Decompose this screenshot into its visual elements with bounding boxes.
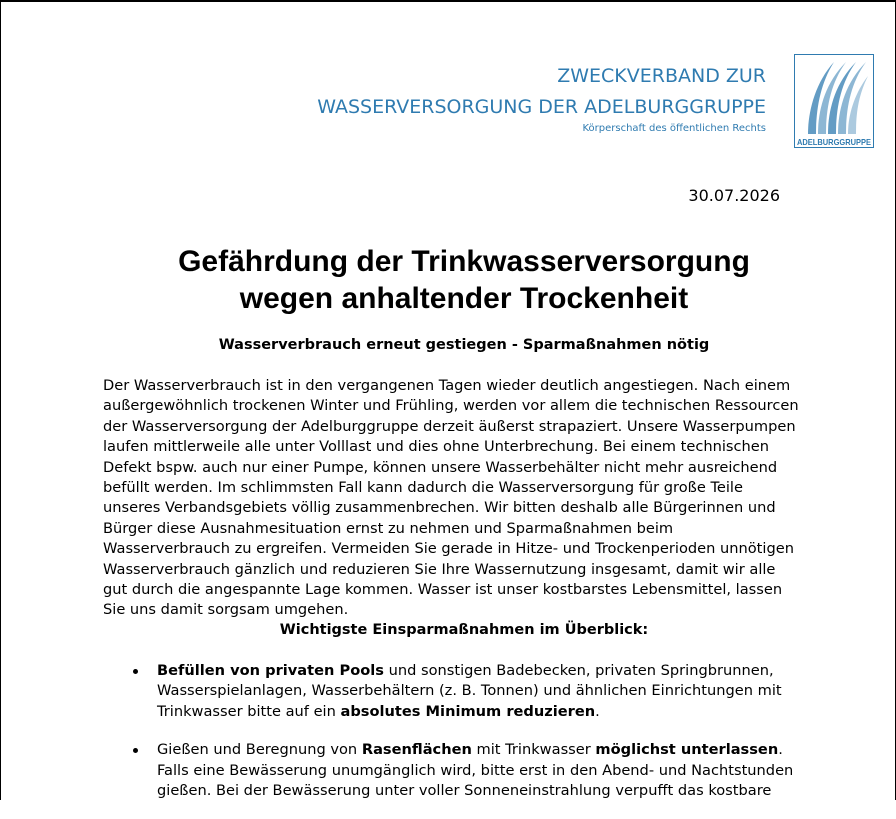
document-title	[0, 243, 896, 317]
org-name-line2: WASSERVERSORGUNG DER ADELBURGGRUPPE	[317, 96, 766, 118]
adelburggruppe-logo	[794, 54, 874, 148]
item-text: und sonstigen Badebecken, privaten Springbrunnen, Wasserspielanlagen, Wasserbehältern (z. B. Tonnen) und ähnlichen Einrichtungen mit Trinkwasser bitte auf ein	[157, 662, 782, 720]
title-line1: Gefährdung der Trinkwasserversorgung	[178, 245, 750, 278]
org-legal-form: Körperschaft des öffentlichen Rechts	[582, 123, 766, 134]
page-border-left	[0, 0, 1, 800]
item-text: .	[595, 702, 600, 720]
item-text: Gießen und Beregnung von	[157, 741, 362, 759]
document-date: 30.07.2026	[688, 186, 780, 205]
section-heading: Wichtigste Einsparmaßnahmen im Überblick:	[279, 622, 649, 638]
svg-text:ADELBURGGRUPPE: ADELBURGGRUPPE	[797, 138, 872, 147]
bold-text: Befüllen von privaten Pools	[157, 662, 384, 679]
measures-list	[157, 661, 817, 819]
item-text: mit Trinkwasser	[471, 741, 596, 759]
org-name-line1: ZWECKVERBAND ZUR	[557, 65, 766, 87]
body-paragraph: Der Wasserverbrauch ist in den vergangenen Tagen wieder deutlich angestiegen. Nach einem außergewöhnlich trockenen Winter und Frühling, werden vor allem die technischen Ressourcen der Wasserversorgung der Adelburggruppe derzeit äußerst strapaziert. Unsere Wasserpumpen laufen mittlerweile alle unter Volllast und dies ohne Unterbrechung. Bei einem technischen Defekt bspw. auch nur einer Pumpe, können unsere Wasserbehälter nicht mehr ausreichend befüllt werden. Im schlimmsten Fall kann dadurch die Wasserversorgung für große Teile unseres Verbandsgebiets völlig zusammenbrechen. Wir bitten deshalb alle Bürgerinnen und Bürger diese Ausnahmesituation ernst zu nehmen und Sparmaßnahmen beim Wasserverbrauch zu ergreifen. Vermeiden Sie gerade in Hitze- und Trockenperioden unnötigen Wasserverbrauch gänzlich und reduzieren Sie Ihre Wassernutzung insgesamt, damit wir alle gut durch die angespannte Lage kommen. Wasser ist unser kostbarstes Lebensmittel, lassen Sie uns damit sorgsam umgehen.	[103, 377, 799, 619]
bold-text: möglichst unterlassen	[595, 741, 779, 759]
list-item	[157, 740, 817, 801]
document-subtitle: Wasserverbrauch erneut gestiegen - Sparmaßnahmen nötig	[218, 337, 710, 353]
list-item	[157, 661, 817, 722]
page-border-top	[0, 0, 896, 2]
title-line2: wegen anhaltender Trockenheit	[239, 282, 689, 315]
item-text: . Falls eine Bewässerung unumgänglich wird, bitte erst in den Abend- und Nachtstunden gießen. Bei der Bewässerung unter voller Sonneneinstrahlung verpufft das kostbare	[157, 741, 794, 800]
bold-text: absolutes Minimum reduzieren	[340, 702, 596, 720]
bold-text: Rasenflächen	[361, 741, 472, 759]
